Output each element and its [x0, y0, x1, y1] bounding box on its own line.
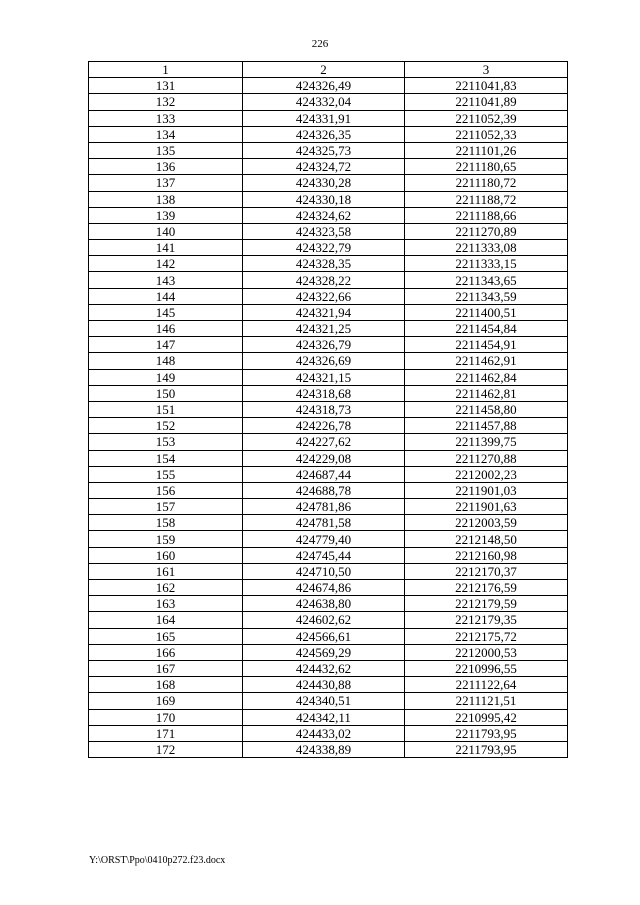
x-coordinate-cell: 424328,35 — [243, 256, 405, 272]
table-row — [89, 499, 568, 515]
table-row — [89, 272, 568, 288]
y-coordinate-cell: 2211901,03 — [405, 482, 568, 498]
table-row — [89, 142, 568, 158]
table-row — [89, 547, 568, 563]
point-number-cell: 163 — [89, 596, 243, 612]
point-number-cell: 153 — [89, 434, 243, 450]
point-number-cell: 165 — [89, 628, 243, 644]
x-coordinate-cell: 424326,69 — [243, 353, 405, 369]
table-row — [89, 612, 568, 628]
point-number-cell: 133 — [89, 110, 243, 126]
table-row — [89, 596, 568, 612]
point-number-cell: 156 — [89, 482, 243, 498]
table-row — [89, 628, 568, 644]
x-coordinate-cell: 424781,58 — [243, 515, 405, 531]
y-coordinate-cell: 2211188,72 — [405, 191, 568, 207]
table-row — [89, 223, 568, 239]
table-row — [89, 401, 568, 417]
y-coordinate-cell: 2211188,66 — [405, 207, 568, 223]
y-coordinate-cell: 2211458,80 — [405, 401, 568, 417]
y-coordinate-cell: 2211399,75 — [405, 434, 568, 450]
table-row — [89, 337, 568, 353]
x-coordinate-cell: 424324,72 — [243, 159, 405, 175]
x-coordinate-cell: 424328,22 — [243, 272, 405, 288]
table-row — [89, 304, 568, 320]
point-number-cell: 139 — [89, 207, 243, 223]
x-coordinate-cell: 424318,73 — [243, 401, 405, 417]
y-coordinate-cell: 2212000,53 — [405, 644, 568, 660]
x-coordinate-cell: 424340,51 — [243, 693, 405, 709]
table-row — [89, 580, 568, 596]
y-coordinate-cell: 2211122,64 — [405, 677, 568, 693]
point-number-cell: 146 — [89, 321, 243, 337]
y-coordinate-cell: 2211041,83 — [405, 78, 568, 94]
y-coordinate-cell: 2212002,23 — [405, 466, 568, 482]
point-number-cell: 158 — [89, 515, 243, 531]
point-number-cell: 132 — [89, 94, 243, 110]
table-row — [89, 466, 568, 482]
point-number-cell: 150 — [89, 385, 243, 401]
x-coordinate-cell: 424321,15 — [243, 369, 405, 385]
column-header-3: 3 — [405, 62, 568, 78]
x-coordinate-cell: 424569,29 — [243, 644, 405, 660]
table-row — [89, 353, 568, 369]
point-number-cell: 135 — [89, 142, 243, 158]
y-coordinate-cell: 2211101,26 — [405, 142, 568, 158]
x-coordinate-cell: 424330,28 — [243, 175, 405, 191]
point-number-cell: 170 — [89, 709, 243, 725]
table-row — [89, 709, 568, 725]
table-row — [89, 256, 568, 272]
x-coordinate-cell: 424229,08 — [243, 450, 405, 466]
y-coordinate-cell: 2210995,42 — [405, 709, 568, 725]
x-coordinate-cell: 424710,50 — [243, 563, 405, 579]
table-row — [89, 207, 568, 223]
point-number-cell: 137 — [89, 175, 243, 191]
x-coordinate-cell: 424318,68 — [243, 385, 405, 401]
point-number-cell: 168 — [89, 677, 243, 693]
y-coordinate-cell: 2212175,72 — [405, 628, 568, 644]
point-number-cell: 155 — [89, 466, 243, 482]
y-coordinate-cell: 2211457,88 — [405, 418, 568, 434]
x-coordinate-cell: 424326,79 — [243, 337, 405, 353]
point-number-cell: 134 — [89, 126, 243, 142]
table-row — [89, 482, 568, 498]
y-coordinate-cell: 2212170,37 — [405, 563, 568, 579]
table-row — [89, 369, 568, 385]
header-row — [89, 62, 568, 78]
y-coordinate-cell: 2210996,55 — [405, 660, 568, 676]
table-row — [89, 725, 568, 741]
x-coordinate-cell: 424566,61 — [243, 628, 405, 644]
point-number-cell: 159 — [89, 531, 243, 547]
y-coordinate-cell: 2211270,88 — [405, 450, 568, 466]
y-coordinate-cell: 2211454,84 — [405, 321, 568, 337]
y-coordinate-cell: 2211343,59 — [405, 288, 568, 304]
x-coordinate-cell: 424322,79 — [243, 240, 405, 256]
x-coordinate-cell: 424687,44 — [243, 466, 405, 482]
x-coordinate-cell: 424332,04 — [243, 94, 405, 110]
point-number-cell: 149 — [89, 369, 243, 385]
table-row — [89, 321, 568, 337]
x-coordinate-cell: 424321,94 — [243, 304, 405, 320]
x-coordinate-cell: 424781,86 — [243, 499, 405, 515]
x-coordinate-cell: 424688,78 — [243, 482, 405, 498]
point-number-cell: 140 — [89, 223, 243, 239]
x-coordinate-cell: 424602,62 — [243, 612, 405, 628]
y-coordinate-cell: 2211180,65 — [405, 159, 568, 175]
y-coordinate-cell: 2211901,63 — [405, 499, 568, 515]
y-coordinate-cell: 2212176,59 — [405, 580, 568, 596]
y-coordinate-cell: 2211462,91 — [405, 353, 568, 369]
x-coordinate-cell: 424323,58 — [243, 223, 405, 239]
table-row — [89, 126, 568, 142]
table-row — [89, 288, 568, 304]
point-number-cell: 148 — [89, 353, 243, 369]
x-coordinate-cell: 424321,25 — [243, 321, 405, 337]
x-coordinate-cell: 424430,88 — [243, 677, 405, 693]
table-row — [89, 644, 568, 660]
table-row — [89, 110, 568, 126]
table-row — [89, 563, 568, 579]
point-number-cell: 167 — [89, 660, 243, 676]
coordinates-table — [88, 61, 568, 758]
x-coordinate-cell: 424433,02 — [243, 725, 405, 741]
x-coordinate-cell: 424674,86 — [243, 580, 405, 596]
table-row — [89, 385, 568, 401]
y-coordinate-cell: 2212179,35 — [405, 612, 568, 628]
table-row — [89, 418, 568, 434]
y-coordinate-cell: 2212160,98 — [405, 547, 568, 563]
column-header-2: 2 — [243, 62, 405, 78]
table-row — [89, 240, 568, 256]
x-coordinate-cell: 424326,49 — [243, 78, 405, 94]
point-number-cell: 161 — [89, 563, 243, 579]
column-header-1: 1 — [89, 62, 243, 78]
point-number-cell: 157 — [89, 499, 243, 515]
table-row — [89, 159, 568, 175]
y-coordinate-cell: 2211454,91 — [405, 337, 568, 353]
table-row — [89, 175, 568, 191]
x-coordinate-cell: 424638,80 — [243, 596, 405, 612]
point-number-cell: 152 — [89, 418, 243, 434]
point-number-cell: 143 — [89, 272, 243, 288]
point-number-cell: 166 — [89, 644, 243, 660]
y-coordinate-cell: 2211333,15 — [405, 256, 568, 272]
point-number-cell: 141 — [89, 240, 243, 256]
x-coordinate-cell: 424324,62 — [243, 207, 405, 223]
point-number-cell: 154 — [89, 450, 243, 466]
table-row — [89, 693, 568, 709]
y-coordinate-cell: 2211041,89 — [405, 94, 568, 110]
y-coordinate-cell: 2212148,50 — [405, 531, 568, 547]
y-coordinate-cell: 2211793,95 — [405, 725, 568, 741]
x-coordinate-cell: 424322,66 — [243, 288, 405, 304]
point-number-cell: 131 — [89, 78, 243, 94]
x-coordinate-cell: 424432,62 — [243, 660, 405, 676]
point-number-cell: 144 — [89, 288, 243, 304]
x-coordinate-cell: 424338,89 — [243, 741, 405, 757]
point-number-cell: 136 — [89, 159, 243, 175]
table-row — [89, 94, 568, 110]
y-coordinate-cell: 2211052,39 — [405, 110, 568, 126]
x-coordinate-cell: 424330,18 — [243, 191, 405, 207]
table-row — [89, 515, 568, 531]
table-row — [89, 78, 568, 94]
point-number-cell: 138 — [89, 191, 243, 207]
x-coordinate-cell: 424226,78 — [243, 418, 405, 434]
y-coordinate-cell: 2212003,59 — [405, 515, 568, 531]
y-coordinate-cell: 2211400,51 — [405, 304, 568, 320]
y-coordinate-cell: 2211462,81 — [405, 385, 568, 401]
y-coordinate-cell: 2211333,08 — [405, 240, 568, 256]
point-number-cell: 164 — [89, 612, 243, 628]
y-coordinate-cell: 2211180,72 — [405, 175, 568, 191]
x-coordinate-cell: 424779,40 — [243, 531, 405, 547]
y-coordinate-cell: 2211343,65 — [405, 272, 568, 288]
x-coordinate-cell: 424326,35 — [243, 126, 405, 142]
point-number-cell: 142 — [89, 256, 243, 272]
y-coordinate-cell: 2211793,95 — [405, 741, 568, 757]
point-number-cell: 172 — [89, 741, 243, 757]
table-body — [89, 78, 568, 758]
x-coordinate-cell: 424342,11 — [243, 709, 405, 725]
table-row — [89, 660, 568, 676]
point-number-cell: 145 — [89, 304, 243, 320]
y-coordinate-cell: 2211462,84 — [405, 369, 568, 385]
table-row — [89, 531, 568, 547]
y-coordinate-cell: 2211121,51 — [405, 693, 568, 709]
y-coordinate-cell: 2211052,33 — [405, 126, 568, 142]
point-number-cell: 162 — [89, 580, 243, 596]
point-number-cell: 147 — [89, 337, 243, 353]
table-header — [89, 62, 568, 78]
page-number: 226 — [311, 38, 329, 50]
table-row — [89, 434, 568, 450]
table-row — [89, 677, 568, 693]
x-coordinate-cell: 424331,91 — [243, 110, 405, 126]
x-coordinate-cell: 424325,73 — [243, 142, 405, 158]
point-number-cell: 160 — [89, 547, 243, 563]
footer-file-path: Y:\ORST\Ppo\0410p272.f23.docx — [89, 855, 226, 866]
point-number-cell: 171 — [89, 725, 243, 741]
y-coordinate-cell: 2211270,89 — [405, 223, 568, 239]
x-coordinate-cell: 424227,62 — [243, 434, 405, 450]
point-number-cell: 151 — [89, 401, 243, 417]
x-coordinate-cell: 424745,44 — [243, 547, 405, 563]
y-coordinate-cell: 2212179,59 — [405, 596, 568, 612]
table-row — [89, 191, 568, 207]
table-row — [89, 450, 568, 466]
table-row — [89, 741, 568, 757]
point-number-cell: 169 — [89, 693, 243, 709]
